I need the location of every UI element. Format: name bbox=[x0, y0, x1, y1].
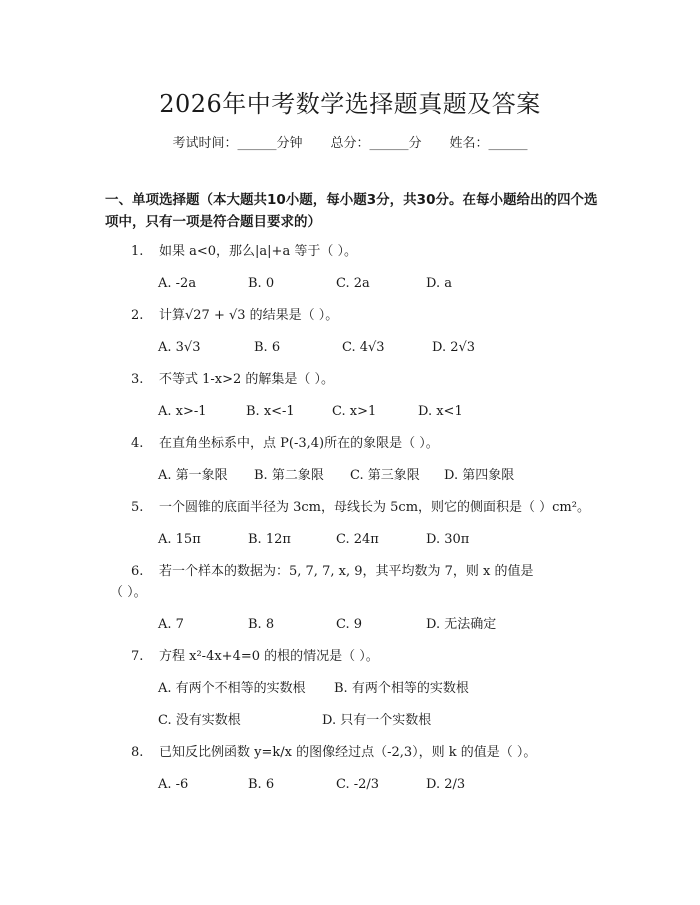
option-c: C. 2a bbox=[336, 276, 370, 291]
question-text: 若一个样本的数据为：5, 7, 7, x, 9，其平均数为 7，则 x 的值是 bbox=[159, 564, 534, 579]
option-c: C. 第三象限 bbox=[350, 468, 420, 483]
question-text: 不等式 1-x>2 的解集是（ ）。 bbox=[159, 372, 335, 387]
option-c: C. 9 bbox=[336, 617, 363, 632]
option-c: C. x>1 bbox=[332, 404, 377, 419]
question-number: 1. bbox=[131, 244, 144, 259]
option-c: C. 24π bbox=[336, 532, 379, 547]
option-a: A. 3√3 bbox=[158, 340, 201, 355]
question-text: 已知反比例函数 y=k/x 的图像经过点（-2,3），则 k 的值是（ ）。 bbox=[159, 745, 537, 760]
option-a: A. -2a bbox=[158, 276, 197, 291]
option-b: B. 12π bbox=[248, 532, 291, 547]
question-number: 7. bbox=[131, 649, 144, 664]
option-d: D. 2/3 bbox=[426, 777, 466, 792]
question-text: 计算√27 + √3 的结果是（ ）。 bbox=[159, 308, 339, 323]
option-d: D. 2√3 bbox=[432, 340, 476, 355]
question-text: 在直角坐标系中，点 P(-3,4)所在的象限是（ ）。 bbox=[159, 436, 439, 451]
question-number: 6. bbox=[131, 564, 144, 579]
name-field: 姓名：______ bbox=[449, 136, 528, 151]
total-score-field: 总分：______分 bbox=[330, 136, 422, 151]
option-a: A. 7 bbox=[158, 617, 184, 632]
question-number: 5. bbox=[131, 500, 144, 515]
option-b: B. x<-1 bbox=[246, 404, 295, 419]
question-3 bbox=[131, 371, 334, 389]
option-b: B. 6 bbox=[254, 340, 281, 355]
exam-time-field: 考试时间：______分钟 bbox=[172, 136, 303, 151]
option-b: B. 8 bbox=[248, 617, 275, 632]
option-b: B. 0 bbox=[248, 276, 275, 291]
option-b: B. 第二象限 bbox=[254, 468, 324, 483]
question-4 bbox=[131, 435, 439, 453]
question-6 bbox=[131, 563, 533, 581]
question-number: 4. bbox=[131, 436, 144, 451]
option-a: A. -6 bbox=[158, 777, 189, 792]
option-d: D. 30π bbox=[426, 532, 470, 547]
option-b: B. 有两个相等的实数根 bbox=[334, 681, 469, 696]
option-d: D. 第四象限 bbox=[444, 468, 515, 483]
question-1 bbox=[131, 243, 357, 261]
question-7 bbox=[131, 648, 379, 666]
option-d: D. a bbox=[426, 276, 452, 291]
question-text: 方程 x²-4x+4=0 的根的情况是（ ）。 bbox=[159, 649, 379, 664]
option-a: A. 15π bbox=[158, 532, 201, 547]
question-number: 3. bbox=[131, 372, 144, 387]
option-b: B. 6 bbox=[248, 777, 275, 792]
question-number: 8. bbox=[131, 745, 144, 760]
question-text: 一个圆锥的底面半径为 3cm，母线长为 5cm，则它的侧面积是（ ）cm²。 bbox=[159, 500, 590, 515]
option-d: D. x<1 bbox=[418, 404, 463, 419]
question-text: 如果 a<0，那么|a|+a 等于（ ）。 bbox=[159, 244, 357, 259]
page-title: 2026年中考数学选择题真题及答案 bbox=[159, 90, 541, 118]
question-number: 2. bbox=[131, 308, 144, 323]
option-c: C. -2/3 bbox=[336, 777, 380, 792]
option-d: D. 只有一个实数根 bbox=[322, 713, 432, 728]
option-a: A. x>-1 bbox=[158, 404, 207, 419]
section-heading: 一、单项选择题（本大题共10小题，每小题3分，共30分。在每小题给出的四个选项中，只有一项是符合题目要求的） bbox=[105, 192, 598, 230]
question-2 bbox=[131, 307, 338, 325]
question-6-continued: （ ）。 bbox=[110, 585, 147, 600]
option-d: D. 无法确定 bbox=[426, 617, 497, 632]
option-a: A. 第一象限 bbox=[158, 468, 228, 483]
question-8 bbox=[131, 744, 536, 762]
option-c: C. 4√3 bbox=[342, 340, 385, 355]
option-a: A. 有两个不相等的实数根 bbox=[158, 681, 306, 696]
option-c: C. 没有实数根 bbox=[158, 713, 241, 728]
exam-info-line bbox=[0, 132, 700, 151]
question-5 bbox=[131, 499, 590, 517]
